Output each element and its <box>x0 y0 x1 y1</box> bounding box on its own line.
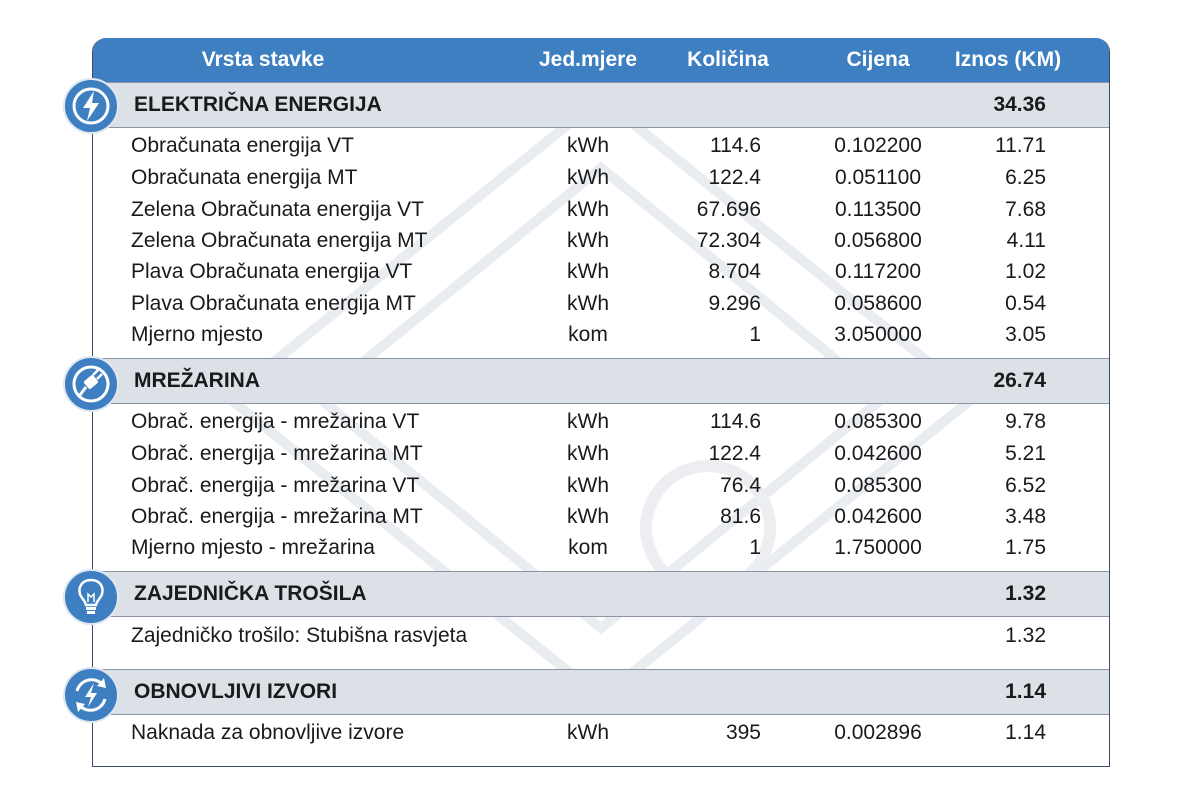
item-price: 0.058600 <box>834 292 922 315</box>
table-row <box>93 319 1109 350</box>
item-unit: kWh <box>567 134 609 157</box>
table-row <box>93 470 1109 501</box>
item-name: Obrač. energija - mrežarina MT <box>131 505 423 528</box>
item-price: 0.102200 <box>834 134 922 157</box>
item-price: 0.113500 <box>834 198 922 221</box>
item-price: 0.042600 <box>834 505 922 528</box>
item-quantity: 72.304 <box>696 229 761 252</box>
item-quantity: 122.4 <box>708 442 761 465</box>
table-row <box>93 717 1109 748</box>
table-row <box>93 225 1109 256</box>
item-name: Obračunata energija VT <box>131 134 354 157</box>
item-quantity: 67.696 <box>696 198 761 221</box>
item-price: 0.056800 <box>834 229 922 252</box>
item-amount: 11.71 <box>995 134 1046 157</box>
table-row <box>93 130 1109 161</box>
header-unit: Jed.mjere <box>538 48 638 71</box>
item-name: Plava Obračunata energija MT <box>131 292 416 315</box>
item-amount: 7.68 <box>1005 198 1046 221</box>
section-title: ZAJEDNIČKA TROŠILA <box>134 582 367 605</box>
table-row <box>93 532 1109 563</box>
item-unit: kom <box>568 536 608 559</box>
item-unit: kWh <box>567 229 609 252</box>
header-amount: Iznos (KM) <box>954 48 1062 71</box>
item-unit: kWh <box>567 260 609 283</box>
table-row <box>93 256 1109 287</box>
table-row <box>93 438 1109 469</box>
item-price: 0.085300 <box>834 410 922 433</box>
item-amount: 3.48 <box>1005 505 1046 528</box>
item-amount: 1.32 <box>1005 624 1046 647</box>
item-name: Mjerno mjesto <box>131 323 263 346</box>
power-plug-icon <box>62 355 120 413</box>
item-quantity: 122.4 <box>708 166 761 189</box>
item-price: 1.750000 <box>834 536 922 559</box>
item-name: Obrač. energija - mrežarina VT <box>131 474 420 497</box>
item-name: Obrač. energija - mrežarina MT <box>131 442 423 465</box>
item-price: 0.051100 <box>834 166 922 189</box>
table-row <box>93 162 1109 193</box>
item-unit: kWh <box>567 198 609 221</box>
table-row <box>93 288 1109 319</box>
item-name: Zelena Obračunata energija VT <box>131 198 425 221</box>
item-name: Naknada za obnovljive izvore <box>131 721 405 744</box>
table-row <box>93 620 1109 651</box>
section-total: 34.36 <box>993 93 1046 116</box>
item-name: Obračunata energija MT <box>131 166 358 189</box>
item-unit: kWh <box>567 721 609 744</box>
section-total: 26.74 <box>993 369 1046 392</box>
section-electric-energy <box>93 82 1109 128</box>
item-price: 0.002896 <box>834 721 922 744</box>
item-amount: 1.14 <box>1005 721 1046 744</box>
item-quantity: 76.4 <box>720 474 761 497</box>
item-price: 0.085300 <box>834 474 922 497</box>
table-header <box>93 38 1109 82</box>
item-amount: 9.78 <box>1005 410 1046 433</box>
item-unit: kWh <box>567 442 609 465</box>
section-title: ELEKTRIČNA ENERGIJA <box>134 93 382 116</box>
item-quantity: 8.704 <box>708 260 761 283</box>
invoice-table <box>92 38 1110 767</box>
section-total: 1.32 <box>1005 582 1046 605</box>
item-name: Plava Obračunata energija VT <box>131 260 413 283</box>
item-amount: 1.02 <box>1005 260 1046 283</box>
item-quantity: 114.6 <box>710 134 761 157</box>
header-price: Cijena <box>846 48 910 71</box>
table-row <box>93 194 1109 225</box>
section-renewable-sources <box>93 669 1109 715</box>
section-total: 1.14 <box>1005 680 1046 703</box>
item-quantity: 81.6 <box>720 505 761 528</box>
section-common-consumption <box>93 571 1109 617</box>
item-quantity: 395 <box>725 721 761 744</box>
item-amount: 5.21 <box>1005 442 1046 465</box>
light-bulb-icon <box>62 568 120 626</box>
item-unit: kWh <box>567 292 609 315</box>
item-name: Zelena Obračunata energija MT <box>131 229 428 252</box>
item-amount: 4.11 <box>1006 229 1046 252</box>
header-item: Vrsta stavke <box>201 48 325 71</box>
item-name: Obrač. energija - mrežarina VT <box>131 410 420 433</box>
item-amount: 6.52 <box>1005 474 1046 497</box>
section-title: OBNOVLJIVI IZVORI <box>134 680 338 703</box>
lightning-bolt-icon <box>62 77 120 135</box>
section-network-fee <box>93 358 1109 404</box>
item-unit: kom <box>568 323 608 346</box>
table-row <box>93 501 1109 532</box>
item-unit: kWh <box>567 410 609 433</box>
item-amount: 6.25 <box>1005 166 1046 189</box>
item-price: 0.042600 <box>834 442 922 465</box>
item-quantity: 1 <box>749 536 761 559</box>
item-amount: 3.05 <box>1005 323 1046 346</box>
table-row <box>93 406 1109 437</box>
section-title: MREŽARINA <box>134 369 260 392</box>
item-unit: kWh <box>567 166 609 189</box>
item-quantity: 114.6 <box>710 410 761 433</box>
renewable-energy-icon <box>62 666 120 724</box>
item-unit: kWh <box>567 505 609 528</box>
item-price: 3.050000 <box>834 323 922 346</box>
item-amount: 1.75 <box>1005 536 1046 559</box>
item-quantity: 1 <box>749 323 761 346</box>
item-unit: kWh <box>567 474 609 497</box>
item-name: Zajedničko trošilo: Stubišna rasvjeta <box>131 624 468 647</box>
item-price: 0.117200 <box>834 260 922 283</box>
item-quantity: 9.296 <box>708 292 761 315</box>
item-name: Mjerno mjesto - mrežarina <box>131 536 375 559</box>
item-amount: 0.54 <box>1005 292 1046 315</box>
header-quantity: Količina <box>687 48 769 71</box>
